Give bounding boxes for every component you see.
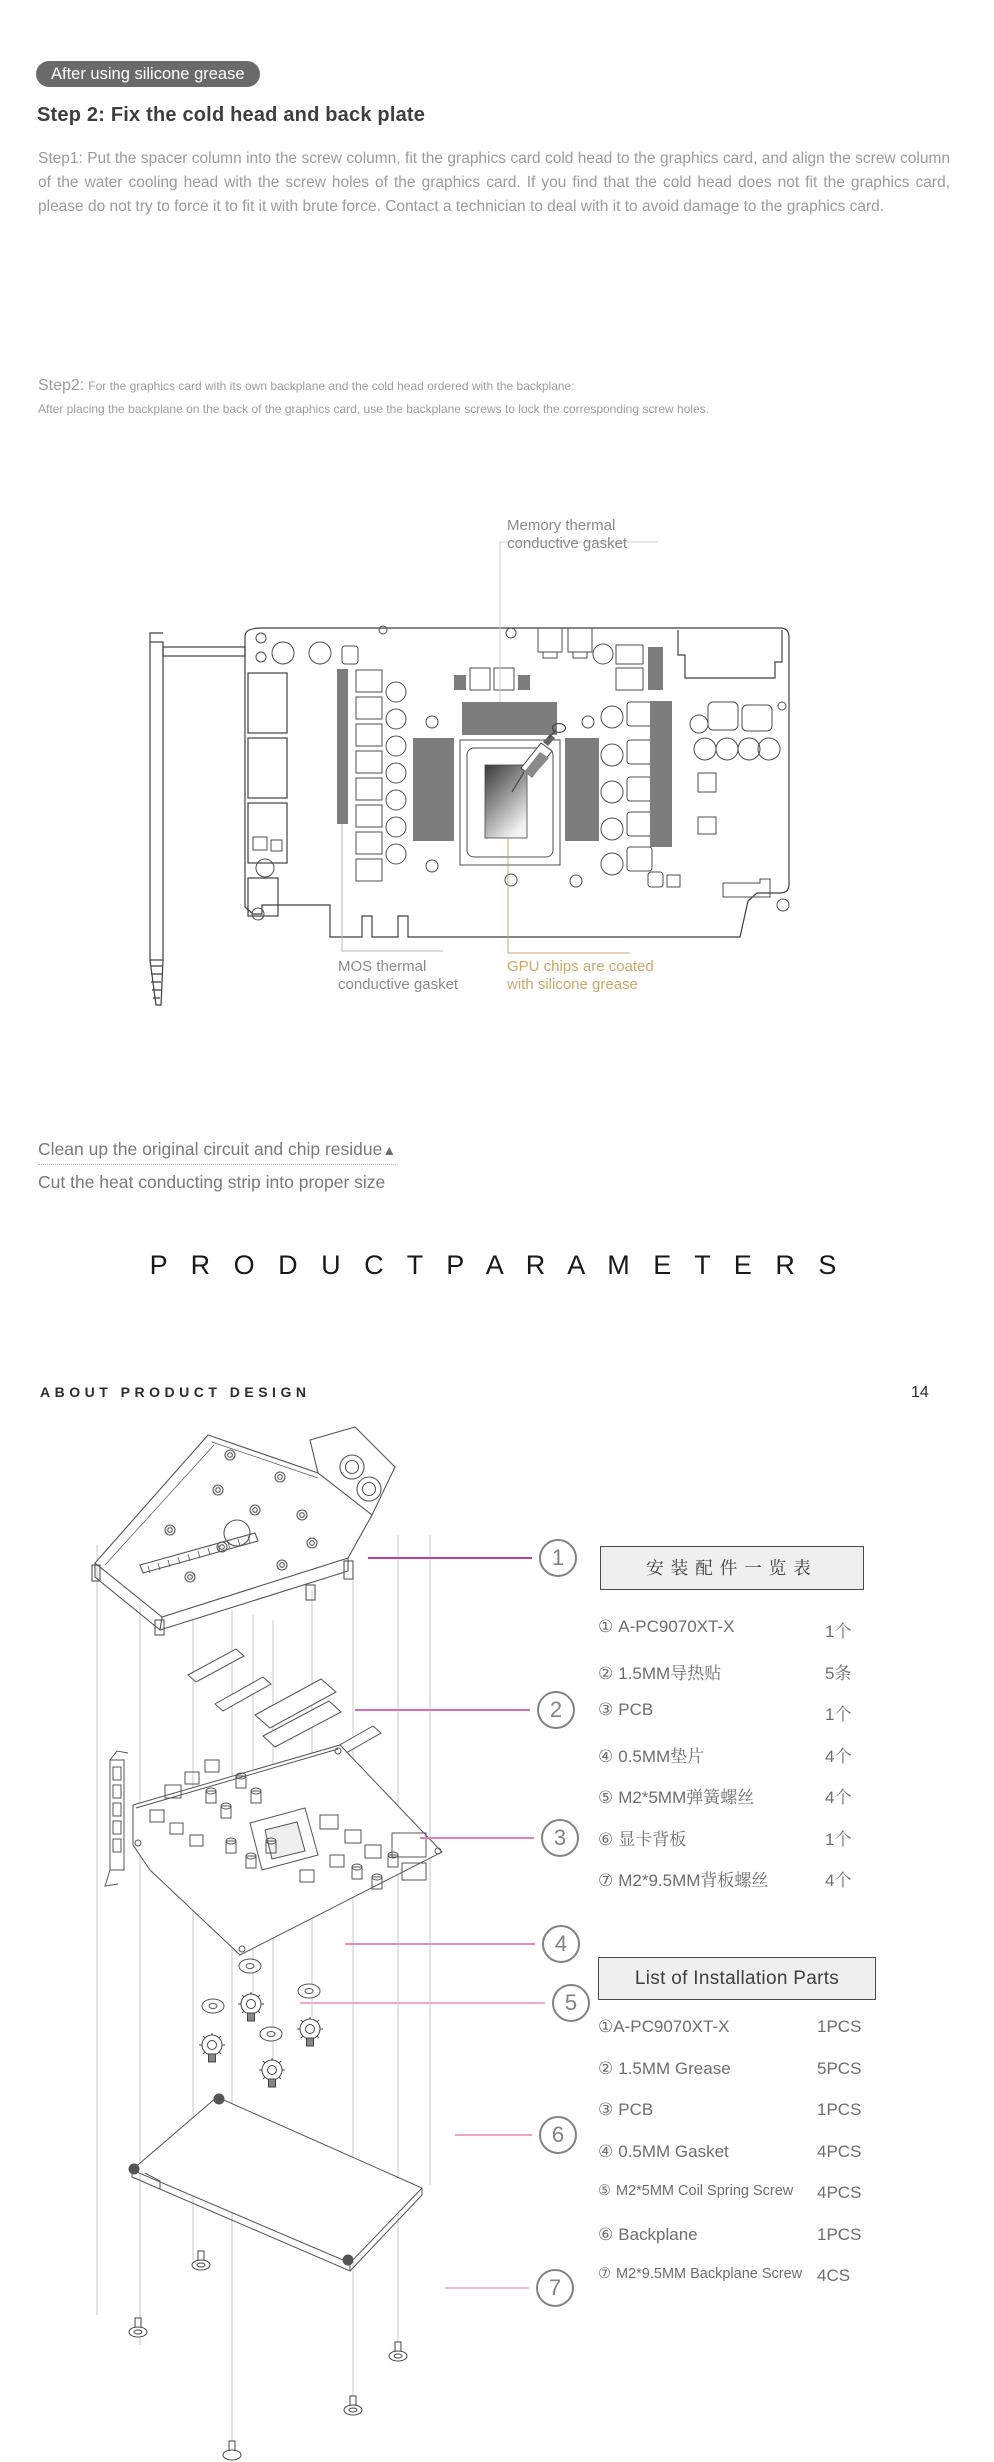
callout-5: 5	[552, 1984, 590, 2022]
step1-paragraph: Step1: Put the spacer column into the screw column, fit the graphics card cold head to the graphics card, and align the screw column of the water cooling head with the screw holes of the graphics card. If you find that the cold head does not fit the graphics card, please do not try to force it to fit it with brute force. Contact a technician to deal with it to avoid damage to the graphics card.	[38, 150, 950, 216]
pcb-board	[105, 1745, 442, 1955]
table-row: ④ 0.5MM垫片 4个	[598, 1746, 852, 1766]
callout-3: 3	[541, 1819, 579, 1857]
cn-parts-table-title: 安装配件一览表	[600, 1546, 864, 1590]
en-parts-table	[598, 2017, 958, 2308]
table-row: ② 1.5MM导热贴 5条	[598, 1663, 852, 1683]
clean-note: Clean up the original circuit and chip residue▲	[38, 1139, 396, 1165]
table-row: ① A-PC9070XT-X 1个	[598, 1617, 852, 1641]
table-row: ①A-PC9070XT-X 1PCS	[598, 2017, 862, 2036]
pcb-diagram-art	[0, 500, 994, 1060]
callout-1: 1	[539, 1539, 577, 1577]
step2-note	[38, 377, 709, 416]
gpu-die	[485, 765, 527, 838]
about-product-design-label: ABOUT PRODUCT DESIGN	[40, 1384, 311, 1400]
thermal-pad-strips	[188, 1649, 381, 1753]
table-row: ⑤ M2*5MM Coil Spring Screw 4PCS	[598, 2183, 862, 2202]
callout-4: 4	[542, 1925, 580, 1963]
page-number: 14	[911, 1384, 929, 1401]
cut-note: Cut the heat conducting strip into proper size	[38, 1172, 386, 1192]
backplane-screws	[129, 2251, 407, 2460]
preparation-notes	[38, 1139, 396, 1193]
pcb-diagram	[0, 500, 994, 1060]
callout-2: 2	[537, 1691, 575, 1729]
table-row: ② 1.5MM Grease 5PCS	[598, 2058, 862, 2078]
mos-gasket-label: MOS thermal conductive gasket	[338, 958, 459, 993]
product-parameters-title: P R O D U C T P A R A M E T E R S	[149, 1250, 845, 1280]
step2-label: Step2:	[38, 377, 85, 394]
table-row: ④ 0.5MM Gasket 4PCS	[598, 2141, 862, 2161]
callout-6: 6	[539, 2116, 577, 2154]
section-badge: After using silicone grease	[36, 61, 260, 87]
water-block	[92, 1427, 395, 1635]
table-row: ③ PCB 1PCS	[598, 2100, 862, 2119]
memory-gasket-label: Memory thermal conductive gasket	[507, 517, 628, 552]
gpu-grease-label: GPU chips are coated with silicone grease	[507, 958, 654, 993]
backplane	[129, 2094, 422, 2271]
step2-line1: Step2: For the graphics card with its own backplane and the cold head ordered with the backplane:	[38, 377, 575, 394]
table-row: ⑦ M2*9.5MM Backplane Screw 4CS	[598, 2266, 851, 2285]
cn-parts-table	[598, 1617, 958, 1908]
step-heading: Step 2: Fix the cold head and back plate	[37, 104, 426, 126]
callout-7: 7	[536, 2269, 574, 2307]
triangle-marker: ▲	[382, 1142, 397, 1158]
en-parts-table-title: List of Installation Parts	[598, 1957, 876, 2000]
table-row: ③ PCB 1个	[598, 1700, 852, 1724]
step2-line2: After placing the backplane on the back of the graphics card, use the backplane screws to lock the corresponding screw holes.	[38, 402, 710, 416]
table-row: ⑥ 显卡背板 1个	[598, 1829, 852, 1849]
table-row: ⑥ Backplane 1PCS	[598, 2224, 862, 2244]
table-row: ⑤ M2*5MM弹簧螺丝 4个	[598, 1788, 852, 1807]
table-row: ⑦ M2*9.5MM背板螺丝 4个	[598, 1871, 852, 1890]
